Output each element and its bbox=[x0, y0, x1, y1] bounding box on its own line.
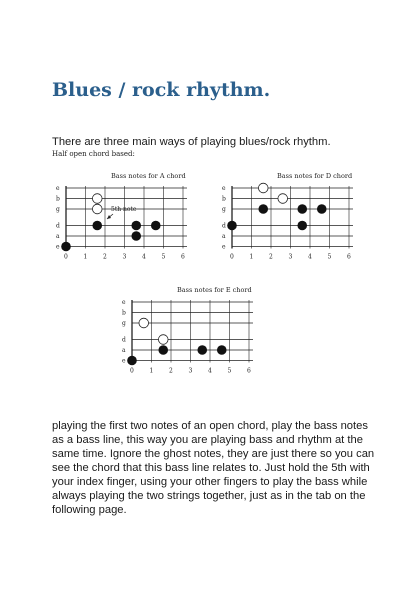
string-label: g bbox=[122, 320, 126, 327]
note-label: Half open chord based: bbox=[52, 150, 135, 158]
fret-number: 3 bbox=[188, 367, 193, 375]
string-label: g bbox=[222, 206, 226, 213]
filled-note bbox=[217, 345, 227, 355]
fret-number: 3 bbox=[288, 253, 293, 261]
string-label: d bbox=[56, 222, 60, 230]
filled-note bbox=[131, 231, 141, 241]
fret-number: 0 bbox=[64, 253, 68, 261]
filled-note bbox=[131, 221, 141, 231]
ghost-note bbox=[92, 194, 102, 204]
page-title: Blues / rock rhythm. bbox=[52, 79, 271, 101]
fret-number: 2 bbox=[269, 253, 273, 261]
fret-number: 5 bbox=[227, 367, 232, 375]
fret-number: 0 bbox=[230, 253, 234, 261]
d-chord-diagram bbox=[218, 168, 378, 278]
filled-note bbox=[258, 204, 268, 214]
intro-text: There are three main ways of playing blues/rock rhythm. bbox=[52, 136, 331, 148]
fret-number: 1 bbox=[149, 367, 154, 375]
fret-number: 4 bbox=[142, 253, 146, 261]
fret-number: 4 bbox=[208, 367, 212, 375]
string-label: g bbox=[56, 206, 60, 213]
fret-number: 3 bbox=[122, 253, 127, 261]
fret-number: 4 bbox=[308, 253, 312, 261]
filled-note bbox=[297, 221, 307, 231]
string-label: e bbox=[222, 243, 226, 251]
fret-number: 1 bbox=[83, 253, 88, 261]
fret-number: 6 bbox=[247, 367, 251, 375]
filled-note bbox=[151, 221, 161, 231]
string-label: e bbox=[122, 299, 126, 306]
string-label: e bbox=[56, 185, 60, 192]
string-label: d bbox=[222, 222, 226, 230]
fret-number: 5 bbox=[327, 253, 332, 261]
filled-note bbox=[197, 345, 207, 355]
a-chord-diagram bbox=[52, 168, 212, 278]
string-label: d bbox=[122, 336, 126, 344]
body-paragraph: playing the first two notes of an open chord, play the bass notes as a bass line, this way you are playing bass and rhythm at the same time. Ignore the ghost notes, they are just there so you can see the chord that this bass line relates to. Just hold the 5th with your index finger, using your other fingers to play the bass while always playing the two strings together, just as in the tab on the following page. bbox=[52, 420, 375, 516]
string-label: e bbox=[122, 357, 126, 365]
ghost-note bbox=[92, 204, 102, 214]
diagram-title: Bass notes for A chord bbox=[111, 172, 186, 180]
ghost-note bbox=[158, 335, 168, 345]
fifth-note-annotation: 5th note bbox=[111, 206, 137, 213]
filled-note bbox=[317, 204, 327, 214]
fret-number: 0 bbox=[130, 367, 134, 375]
string-label: e bbox=[56, 243, 60, 251]
string-label: b bbox=[56, 195, 60, 203]
fret-number: 5 bbox=[161, 253, 166, 261]
fret-number: 1 bbox=[249, 253, 254, 261]
ghost-note bbox=[139, 318, 149, 328]
ghost-note bbox=[258, 183, 268, 193]
fret-number: 2 bbox=[169, 367, 173, 375]
e-chord-diagram bbox=[118, 282, 278, 392]
filled-note bbox=[227, 221, 237, 231]
filled-note bbox=[297, 204, 307, 214]
string-label: a bbox=[122, 347, 126, 354]
filled-note bbox=[127, 356, 137, 366]
diagram-title: Bass notes for E chord bbox=[177, 286, 252, 294]
fret-number: 6 bbox=[347, 253, 351, 261]
filled-note bbox=[61, 242, 71, 252]
annotation-arrowhead bbox=[107, 215, 111, 219]
string-label: a bbox=[56, 233, 60, 240]
string-label: b bbox=[122, 309, 126, 317]
string-label: a bbox=[222, 233, 226, 240]
fret-number: 6 bbox=[181, 253, 185, 261]
string-label: b bbox=[222, 195, 226, 203]
fret-number: 2 bbox=[103, 253, 107, 261]
diagram-title: Bass notes for D chord bbox=[277, 172, 353, 180]
filled-note bbox=[158, 345, 168, 355]
filled-note bbox=[92, 221, 102, 231]
string-label: e bbox=[222, 185, 226, 192]
ghost-note bbox=[278, 194, 288, 204]
